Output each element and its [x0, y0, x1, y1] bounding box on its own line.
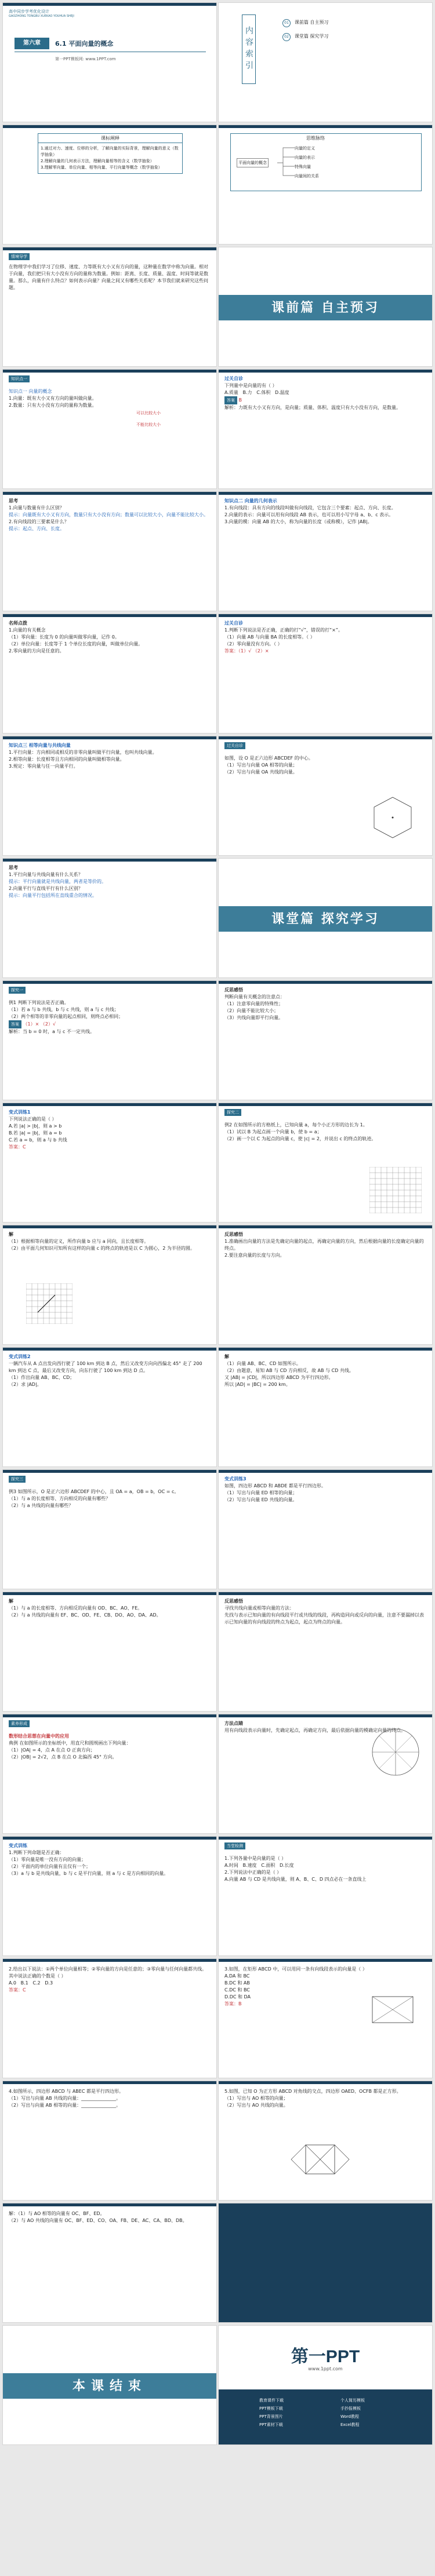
check3-q2: （2）写出与向量 OA 共线的向量。: [224, 769, 298, 775]
k3-line-3: 3.规定：零向量与任一向量平行。: [9, 764, 78, 769]
test3-opt-c[interactable]: C.DC 和 BC: [224, 1987, 250, 1993]
literacy-line-3: （2）|OB| = 2√2，点 B 在点 O 北偏西 45° 方向。: [9, 1754, 117, 1760]
var3-line-2: （1）写出与向量 ED 相等的向量；: [224, 1490, 298, 1495]
slide-k2: [218, 491, 433, 611]
slide-check2: [218, 614, 433, 734]
think2-title: 思考: [9, 865, 18, 870]
literacy-tag: 素养形成: [9, 1720, 30, 1727]
literacy-title: 数形结合思想在向量中的应用: [9, 1734, 69, 1739]
method-line-1: 用有向线段表示向量时，先确定起点，再确定方向，最后依据向量的模确定向量的终点。: [224, 1728, 405, 1733]
check3-tag: 过关自诊: [224, 742, 245, 749]
sol2-line-2: （2）由平面几何知识可知所有这样的向量 c 的终点的轨迹是以 C 为圆心，2 为半径的圆。: [9, 1246, 195, 1251]
slide-var4: [2, 1836, 217, 1956]
var4-line-3: （2）平面内的单位向量有且仅有一个；: [9, 1864, 91, 1869]
k3-line-2: 2.相等向量：长度相等且方向相同的向量叫做相等向量。: [9, 757, 125, 762]
slide-ad: [218, 2325, 433, 2445]
footer-link-3[interactable]: PPT背景图片: [259, 2414, 283, 2419]
menu-label-2: 课堂篇 探究学习: [294, 34, 329, 39]
mindmap-node-3: 特殊向量: [295, 165, 311, 169]
k3-line-1: 1.平行向量：方向相同或相反的非零向量叫做平行向量，也叫共线向量。: [9, 750, 157, 755]
slide-sol2: [2, 1225, 217, 1345]
var2-line-2: （1）作出向量 AB、BC、CD；: [9, 1375, 75, 1380]
brand-site[interactable]: www.1ppt.com: [308, 2366, 343, 2371]
var1-opt-b[interactable]: B.若 |a| = |b|，则 a = b: [9, 1130, 62, 1136]
ex1-ans: （1）× （2）√: [23, 1021, 56, 1027]
slide-think1: [2, 491, 217, 611]
k3-title: 知识点三 相等向量与共线向量: [9, 743, 71, 748]
slide-objectives: [2, 125, 217, 245]
slide-ex3: [2, 1469, 217, 1589]
slide-preview-title: [218, 247, 433, 367]
slide-check3: [218, 736, 433, 856]
k1-note-1: 可以比较大小: [136, 411, 161, 415]
var1-opt-a[interactable]: A.若 |a| > |b|，则 a > b: [9, 1123, 62, 1129]
reflect3-title: 反思感悟: [224, 1599, 243, 1604]
page-title: 6.1 平面向量的概念: [55, 40, 114, 48]
k2-line-3: 3.向量的模：向量 AB 的大小，称为向量的长度（或称模），记作 |AB|。: [224, 519, 372, 524]
ex2-line-1: （1）试以 B 为起点画一个向量 b，使 b = a；: [224, 1129, 322, 1134]
ex1-explanation: 解析：当 b = 0 时，a 与 c 不一定共线。: [9, 1029, 95, 1034]
footer-link-5[interactable]: 个人简历模板: [340, 2398, 365, 2403]
test1-q2: 2.下列说法中正确的是（ ）: [224, 1870, 282, 1875]
var4-line-1: 1.判断下列命题是否正确：: [9, 1850, 64, 1855]
slide-test4: [2, 2081, 217, 2201]
k1-note-2: 不能比较大小: [136, 422, 161, 427]
var1-title: 变式训练1: [9, 1110, 31, 1115]
slide-k1: [2, 369, 217, 489]
slide-ex1: [2, 980, 217, 1100]
sol5-line-1: 解：（1）与 AO 相等的向量有 OC、BF、ED。: [9, 2211, 105, 2216]
objectives-box: [38, 133, 183, 174]
end-title: 本课结束: [72, 2378, 147, 2393]
var4-line-2: （1）零向量是唯一没有方向的向量；: [9, 1857, 86, 1862]
think2-q1: 1.平行向量与共线向量有什么关系？: [9, 872, 83, 877]
objective-3: 3.理解零向量、单位向量、相等向量、平行向量等概念（数学抽象）: [41, 165, 162, 170]
objective-2: 2.理解向量的几何表示方法，理解向量相等的含义（数学抽象）: [41, 159, 154, 163]
think1-q1: 1.向量与数量有什么区别？: [9, 505, 64, 510]
ex3-line-1: （1）与 a 的长度相等、方向相反的向量有哪些？: [9, 1496, 111, 1501]
think2-a1: 提示：平行向量就是共线向量，两者是等价的。: [9, 879, 106, 884]
slide-placeholder-dark: [218, 2203, 433, 2323]
sol3-title: 解: [9, 1599, 13, 1604]
test2-opt-b[interactable]: B.1: [20, 1980, 28, 1986]
test5-q: 5.如图，已知 O 为正方形 ABCD 对角线的交点，四边形 OAED、OCFB 都是正方形。: [224, 2089, 401, 2094]
ex2-title: 例2 在如图所示的方格纸上，已知向量 a，每个小正方形的边长为 1。: [224, 1122, 368, 1128]
reflect1-line-2: （1）注意零向量的特殊性；: [224, 1001, 284, 1006]
test1-opt-c[interactable]: C.面积: [261, 1863, 276, 1868]
var4-line-4: （3）a 与 b 是共线向量，b 与 c 是平行向量，则 a 与 c 是方向相同的向量。: [9, 1871, 169, 1876]
slide-reflect1: [218, 980, 433, 1100]
footer-link-8[interactable]: Excel教程: [340, 2422, 360, 2427]
check1-ans: B: [238, 397, 242, 403]
var4-title: 变式训练: [9, 1843, 27, 1848]
method-title: 方法点睛: [224, 1721, 243, 1726]
slide-method: [218, 1714, 433, 1834]
reflect1-title: 反思感悟: [224, 987, 243, 993]
slide-test2: [2, 1958, 217, 2078]
ex3-title: 例3 如图所示，O 是正六边形 ABCDEF 的中心，且 OA = a，OB = b，OC = c。: [9, 1489, 179, 1494]
test4-line-1: （1）写出与向量 AB 共线的向量：_______________。: [9, 2096, 121, 2101]
ex1-ans-label: 答案: [9, 1020, 21, 1028]
slide-think2: [2, 858, 217, 978]
slide-test5: [218, 2081, 433, 2201]
tips-title: 名师点拨: [9, 621, 27, 626]
mindmap-node-1: 向量的定义: [295, 146, 315, 151]
sol3-line-2: （2）与 a 共线的向量有 EF、BC、OD、FE、CB、DO、AO、DA、AD。: [9, 1612, 161, 1618]
reflect2-line-1: 1.准确画出向量的方法是先确定向量的起点，再确定向量的方向，然后根据向量的长度确定向量的终点。: [224, 1239, 424, 1251]
test1-q1: 1.下列各量中是向量的是（ ）: [224, 1856, 287, 1861]
var3-line-3: （2）写出与向量 ED 共线的向量。: [224, 1497, 298, 1502]
test5-line-2: （2）写出与 AO 共线的向量。: [224, 2103, 288, 2108]
squares-figure: [288, 2128, 352, 2191]
k2-line-1: 1.有向线段：具有方向的线段叫做有向线段，它包含三个要素：起点、方向、长度。: [224, 505, 396, 510]
mindmap-connector: [277, 145, 295, 180]
test3-q: 3.如图，在矩形 ABCD 中，可以用同一条有向线段表示的向量是（ ）: [224, 1966, 367, 1972]
check1-opt-b[interactable]: B.力: [242, 390, 252, 395]
literacy-line-1: 典例 在如图所示的坐标纸中，用直尺和圆规画出下列向量：: [9, 1741, 131, 1746]
section-title-2: 课堂篇 探究学习: [271, 911, 379, 926]
ex1-line-2: （2）两个相等的非零向量的起点相同，则终点必相同；: [9, 1014, 124, 1019]
slide-sol5: [2, 2203, 217, 2323]
sol-var2-line-2: （2）由题意，易知 AB 与 CD 方向相反，故 AB 与 CD 共线。: [224, 1368, 354, 1373]
ex2-line-2: （2）画一个以 C 为起点的向量 c，使 |c| = 2，并说出 c 的终点的轨迹。: [224, 1136, 376, 1141]
test4-q: 4.如图所示，四边形 ABCD 与 ABEC 都是平行四边形。: [9, 2089, 124, 2094]
ex2-tag: 探究二: [224, 1109, 241, 1116]
slide-literacy: [2, 1714, 217, 1834]
intro-tag: 情境导学: [9, 253, 30, 260]
think1-a1: 提示：向量既有大小又有方向，数量只有大小没有方向；数量可以比较大小，向量不能比较大小。: [9, 512, 208, 517]
slide-check1: [218, 369, 433, 489]
mindmap-box: [230, 133, 422, 191]
brand-logo: 第一PPT: [291, 2347, 360, 2366]
test2-q2: 其中说法正确的个数是（ ）: [9, 1973, 66, 1979]
grid-figure: [369, 1167, 422, 1213]
slide-test1: [218, 1836, 433, 1956]
slide-sol-var2: [218, 1347, 433, 1467]
ex3-line-2: （2）与 a 共线的向量有哪些？: [9, 1503, 74, 1508]
hexagon-figure: [369, 794, 416, 841]
check3-q1: （1）写出与向量 OA 相等的向量；: [224, 762, 298, 768]
var3-title: 变式训练3: [224, 1476, 246, 1482]
test1-opt-d[interactable]: D.长度: [279, 1863, 294, 1868]
menu-item-2[interactable]: [282, 33, 328, 41]
tips-line-1: 1.向量的有关概念: [9, 627, 46, 633]
think2-a2: 提示：向量平行包括所在直线重合的情况。: [9, 893, 97, 898]
slide-test3: [218, 1958, 433, 2078]
slide-sol3: [2, 1592, 217, 1712]
think1-q2: 2.有向线段的三要素是什么？: [9, 519, 69, 524]
menu-label-1: 课前篇 自主预习: [294, 20, 329, 25]
test3-opt-d[interactable]: D.DC 和 DA: [224, 1994, 251, 1999]
sol-var2-title: 解: [224, 1354, 229, 1359]
mindmap-node-4: 向量间的关系: [295, 174, 319, 178]
test3-ans: 答案：B: [224, 2001, 242, 2006]
check1-question: 下列量中是向量的有（ ）: [224, 383, 277, 388]
slide-class-title: [218, 858, 433, 978]
slide-reflect2: [218, 1225, 433, 1345]
rectangle-figure: [369, 1994, 416, 2028]
check1-opt-a[interactable]: A.质量: [224, 390, 238, 395]
objectives-header: 课标阐释: [38, 134, 182, 143]
test2-opt-d[interactable]: D.3: [45, 1980, 53, 1986]
tips-line-2: （1）零向量：长度为 0 的向量叫做零向量，记作 0。: [9, 634, 119, 640]
var2-title: 变式训练2: [9, 1354, 31, 1359]
slide-menu: [218, 2, 433, 122]
slide-tips: [2, 614, 217, 734]
reflect1-line-3: （2）向量不能比较大小；: [224, 1008, 279, 1013]
check1-ans-label: 答案: [224, 396, 237, 404]
test1-opt-b[interactable]: B.速度: [242, 1863, 257, 1868]
check1-opt-c[interactable]: C.体积: [256, 390, 271, 395]
logo: 高中同步学考优化设计 GAOZHONG TONGBU XUEKAO YOUHUA SHEJI: [9, 9, 74, 18]
footer-link-7[interactable]: Word教程: [340, 2414, 359, 2419]
slide-k3: [2, 736, 217, 856]
menu-num-2: 02: [282, 33, 291, 41]
ex1-line-1: （1）若 a 与 b 共线，b 与 c 共线，则 a 与 c 共线；: [9, 1007, 119, 1012]
var1-opt-c[interactable]: C.若 a = b，则 a 与 b 共线: [9, 1137, 67, 1143]
reflect3-line-1: 寻找共线向量或相等向量的方法：: [224, 1606, 294, 1611]
test2-q: 2.给出以下说法：①两个单位向量相等；②零向量的方向是任意的；③零向量与任何向量都共线。: [9, 1966, 207, 1972]
intro-text: 在物理学中我们学习了位移、速度、力等既有大小又有方向的量，这种量在数学中称为向量。相对于向量，我们把只有大小没有方向的量称为数量。例如：距离、长度、质量、温度、时间等就是数量。那么，向量有什么特点？如何表示向量？向量之间又有哪些关系呢？本节我们就来研究这些问题。: [9, 264, 208, 290]
solution-grid: [26, 1283, 72, 1324]
slide-var2: [2, 1347, 217, 1467]
mindmap-header: 思维脉络: [306, 136, 325, 141]
footer-link-4[interactable]: PPT素材下载: [259, 2422, 283, 2427]
reflect1-line-4: （3）共线向量即平行向量。: [224, 1015, 284, 1020]
tips-line-4: 2.零向量的方向是任意的。: [9, 648, 64, 654]
reflect2-title: 反思感悟: [224, 1232, 243, 1237]
test3-opt-b[interactable]: B.DC 和 AB: [224, 1980, 250, 1986]
slide-end: [2, 2325, 217, 2445]
test5-line-1: （1）写出与 AO 相等的向量；: [224, 2096, 288, 2101]
check2-q1: 1.判断下列说法是否正确，正确的打“√”，错误的打“×”。: [224, 627, 343, 633]
slide-reflect3: [218, 1592, 433, 1712]
k2-title: 知识点二 向量的几何表示: [224, 498, 277, 503]
objective-1: 1.通过对力、速度、位移的分析，了解向量的实际背景，理解向量的意义（数学抽象）: [41, 146, 179, 157]
test4-line-2: （2）写出与向量 AB 相等的向量：_______________。: [9, 2103, 121, 2108]
sol2-title: 解: [9, 1232, 13, 1237]
think1-a2: 提示：起点、方向、长度。: [9, 526, 64, 531]
menu-item-1[interactable]: [282, 19, 328, 27]
test-tag: 当堂检测: [224, 1842, 245, 1849]
slide-var3: [218, 1469, 433, 1589]
k1-title: 知识点一 向量的概念: [9, 389, 52, 394]
test1-opt-a[interactable]: A.时间: [224, 1863, 238, 1868]
ex3-tag: 探究三: [9, 1476, 26, 1483]
slide-var1: [2, 1103, 217, 1223]
sol-var2-line-3: 又 |AB| = |CD|，所以四边形 ABCD 为平行四边形。: [224, 1375, 334, 1380]
think1-title: 思考: [9, 498, 18, 503]
test1-q2-opt-a[interactable]: A.向量 AB 与 CD 是共线向量，则 A、B、C、D 四点必在一条直线上: [224, 1877, 367, 1882]
slide-title: [2, 2, 217, 122]
test2-ans: 答案：C: [9, 1987, 26, 1993]
sol2-line-1: （1）根据相等向量的定义，所作向量 b 应与 a 同向，且长度相等。: [9, 1239, 149, 1244]
check3-title: 如图，设 O 是正六边形 ABCDEF 的中心。: [224, 756, 313, 761]
slide-intro: [2, 247, 217, 367]
check2-q2: （1）向量 AB 与向量 BA 的长度相等。（ ）: [224, 634, 315, 640]
check1-title: 过关自诊: [224, 376, 243, 381]
check1-explanation: 解析：力既有大小又有方向，是向量；质量、体积、温度只有大小没有方向，是数量。: [224, 405, 401, 410]
check2-q3: （2）零向量没有方向。（ ）: [224, 641, 282, 647]
test2-opt-a[interactable]: A.0: [9, 1980, 16, 1986]
literacy-line-2: （1）|OA| = 4，点 A 在点 O 正南方向；: [9, 1747, 95, 1753]
var1-q: 下列说法正确的是（ ）: [9, 1116, 57, 1122]
sol-var2-line-1: （1）向量 AB、BC、CD 如图所示。: [224, 1361, 301, 1366]
compass-figure: [369, 1726, 422, 1778]
section-title-1: 课前篇 自主预习: [271, 300, 379, 315]
footer-link-1[interactable]: 教育课件下载: [259, 2398, 284, 2403]
think2-q2: 2.向量平行与直线平行有什么区别？: [9, 886, 83, 891]
check2-ans: 答案：（1）√ （2）×: [224, 648, 269, 654]
var2-line-1: 一辆汽车从 A 点出发向西行驶了 100 km 到达 B 点，然后又改变方向向西偏北 45° 走了 200 km 到达 C 点，最后又改变方向，向东行驶了 100 km 到达 D 点。: [9, 1361, 202, 1373]
check2-title: 过关自诊: [224, 621, 243, 626]
var3-line-1: 如图，四边形 ABCD 和 ABDE 都是平行四边形。: [224, 1483, 326, 1488]
test2-opt-c[interactable]: C.2: [32, 1980, 41, 1986]
ex1-title: 例1 判断下列说法是否正确。: [9, 1000, 69, 1005]
reflect3-line-2: 先找与表示已知向量的有向线段平行或共线的线段，再构造同向或反向的向量，注意不要漏掉以表示已知向量的有向线段的终点为起点，起点为终点的向量。: [224, 1612, 424, 1625]
mindmap-root: 平面向量的概念: [237, 158, 269, 167]
tips-line-3: （2）单位向量：长度等于 1 个单位长度的向量，叫做单位向量。: [9, 641, 143, 647]
footer-link-6[interactable]: 手抄报模板: [340, 2406, 361, 2411]
menu-title: 内容索引: [242, 14, 256, 84]
k2-line-2: 2.向量的表示：向量可以用有向线段 AB 表示，也可以用小写字母 a、b、c 表示。: [224, 512, 394, 517]
k1-line-1: 1.向量：既有大小又有方向的量叫做向量。: [9, 396, 97, 401]
k1-line-2: 2.数量：只有大小没有方向的量称为数量。: [9, 403, 97, 408]
mindmap-node-2: 向量的表示: [295, 155, 315, 160]
reflect2-line-2: 2.要注意向量的长度与方向。: [224, 1253, 285, 1258]
var2-line-3: （2）求 |AD|。: [9, 1382, 42, 1387]
footer-link[interactable]: 第一PPT模板网: www.1PPT.com: [55, 57, 116, 61]
slide-mindmap: [218, 125, 433, 245]
var1-ans: 答案：C: [9, 1144, 26, 1150]
sol-var2-line-4: 所以 |AD| = |BC| = 200 km。: [224, 1382, 291, 1387]
test3-opt-a[interactable]: A.DA 和 BC: [224, 1973, 250, 1979]
menu-num-1: 01: [282, 19, 291, 27]
k1-tag: 知识点一: [9, 375, 30, 382]
reflect1-line-1: 判断向量有关概念的注意点：: [224, 994, 285, 999]
slide-ex2: [218, 1103, 433, 1223]
check1-opt-d[interactable]: D.温度: [274, 390, 289, 395]
sol3-line-1: （1）与 a 的长度相等、方向相反的向量有 OD、BC、AO、FE。: [9, 1606, 143, 1611]
chapter-badge: 第六章: [14, 38, 49, 49]
sol5-line-2: （2）与 AO 共线的向量有 OC、BF、ED、CO、OA、FB、DE、AC、CA、BD、DB。: [9, 2218, 187, 2223]
footer-link-2[interactable]: PPT模板下载: [259, 2406, 283, 2411]
ex1-tag: 探究一: [9, 987, 26, 994]
